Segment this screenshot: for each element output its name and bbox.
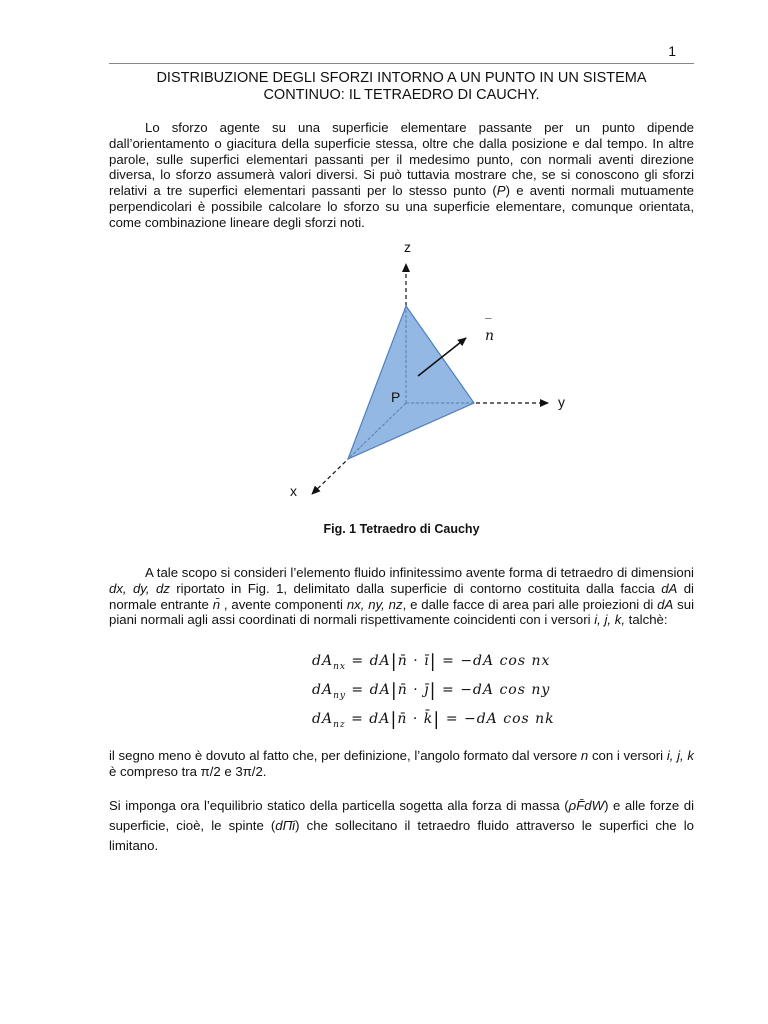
p2-dims: dx, dy, dz <box>109 580 170 596</box>
label-x: x <box>290 483 297 499</box>
p4-mass-force: ρF̄dW <box>568 798 605 813</box>
p4-t3: ) che sollecitano il tetraedro fluido attraverso le superfici che lo limitano. <box>109 818 694 853</box>
paragraph-sign <box>109 748 694 780</box>
page-number: 1 <box>668 43 676 59</box>
p4-t2: ) e alle forze di superficie, cioè, le spinte ( <box>109 798 694 833</box>
p4-t1: Si imponga ora l’equilibrio statico della particella sogetta alla forza di massa ( <box>109 798 569 813</box>
p1-text-b: ) e aventi normali mutuamente perpendicolari è possibile calcolare lo sforzo su una superficie elementare, comunque orientata, come combinazione lineare degli sforzi noti. <box>109 183 694 230</box>
p2-dA2: dA <box>657 596 674 612</box>
label-y: y <box>558 394 565 410</box>
title-line-1: DISTRIBUZIONE DEGLI SFORZI INTORNO A UN PUNTO IN UN SISTEMA <box>156 70 647 86</box>
section-title <box>109 70 694 104</box>
label-n: n <box>485 328 495 344</box>
p3-n: n <box>580 748 589 763</box>
p2-t1: A tale scopo si consideri l’elemento fluido infinitessimo avente forma di tetraedro di dimensioni <box>145 565 694 580</box>
p3-t3: è compreso tra π/2 e 3π/2. <box>109 763 267 779</box>
p2-t2: riportato in Fig. 1, delimitato dalla superficie di contorno costituita dalla faccia <box>169 580 662 596</box>
title-line-2: CONTINUO: IL TETRAEDRO DI CAUCHY. <box>263 87 540 103</box>
p3-t2: con i versori <box>588 748 667 763</box>
p2-comps: nx, ny, nz <box>346 596 403 612</box>
paragraph-setup <box>109 565 694 628</box>
p1-point: P <box>496 183 506 199</box>
p3-t1: il segno meno è dovuto al fatto che, per definizione, l’angolo formato dal versore <box>109 748 581 763</box>
p2-t3: di normale entrante <box>109 580 694 612</box>
paragraph-intro <box>109 120 694 231</box>
figure-caption: Fig. 1 Tetraedro di Cauchy <box>323 522 480 536</box>
p1-text-a: Lo sforzo agente su una superficie elementare passante per un punto dipende dall’orientamento o giacitura della superficie stessa, oltre che dalla posizione e dal tempo. In altre parole, sulle superfici elementari passanti per il medesimo punto, con normali aventi direzione diversa, lo sforzo assumerà valori diversi. Si può tuttavia mostrare che, se si conoscono gli sforzi relativi a tre superfici elementari passanti per lo stesso punto ( <box>109 120 694 199</box>
equation-nz: $dA_{nz}$ = dA|n̄ · k̄| = −dA cos nk <box>312 709 555 730</box>
equation-nx: $dA_{nx}$ = dA|n̄ · ī| = −dA cos nx <box>312 651 551 672</box>
p2-t5: , e dalle facce di area pari alle proiezioni di <box>402 596 658 612</box>
p2-versors: i, j, k, <box>594 612 626 628</box>
tetrahedron-figure <box>270 238 590 508</box>
p2-t4: , avente componenti <box>220 596 347 612</box>
equation-ny: $dA_{ny}$ = dA|n̄ · j̄| = −dA cos ny <box>312 680 551 701</box>
label-n-bar: ‾ <box>485 317 492 332</box>
p2-n-vec: n̄ <box>212 596 221 612</box>
p2-t7: talchè: <box>625 612 668 628</box>
header-rule <box>109 63 694 64</box>
paragraph-equilibrium <box>109 796 694 856</box>
tetrahedron-face <box>348 306 474 459</box>
p2-dA1: dA <box>661 580 678 596</box>
p2-t6: sui piani normali agli assi coordinati di normali rispettivamente coincidenti con i versori <box>109 596 694 628</box>
p3-versors: i, j, k <box>666 748 695 763</box>
label-p: P <box>391 389 401 405</box>
label-z: z <box>404 239 411 255</box>
p4-spinte: dΠ̄i <box>275 818 296 833</box>
